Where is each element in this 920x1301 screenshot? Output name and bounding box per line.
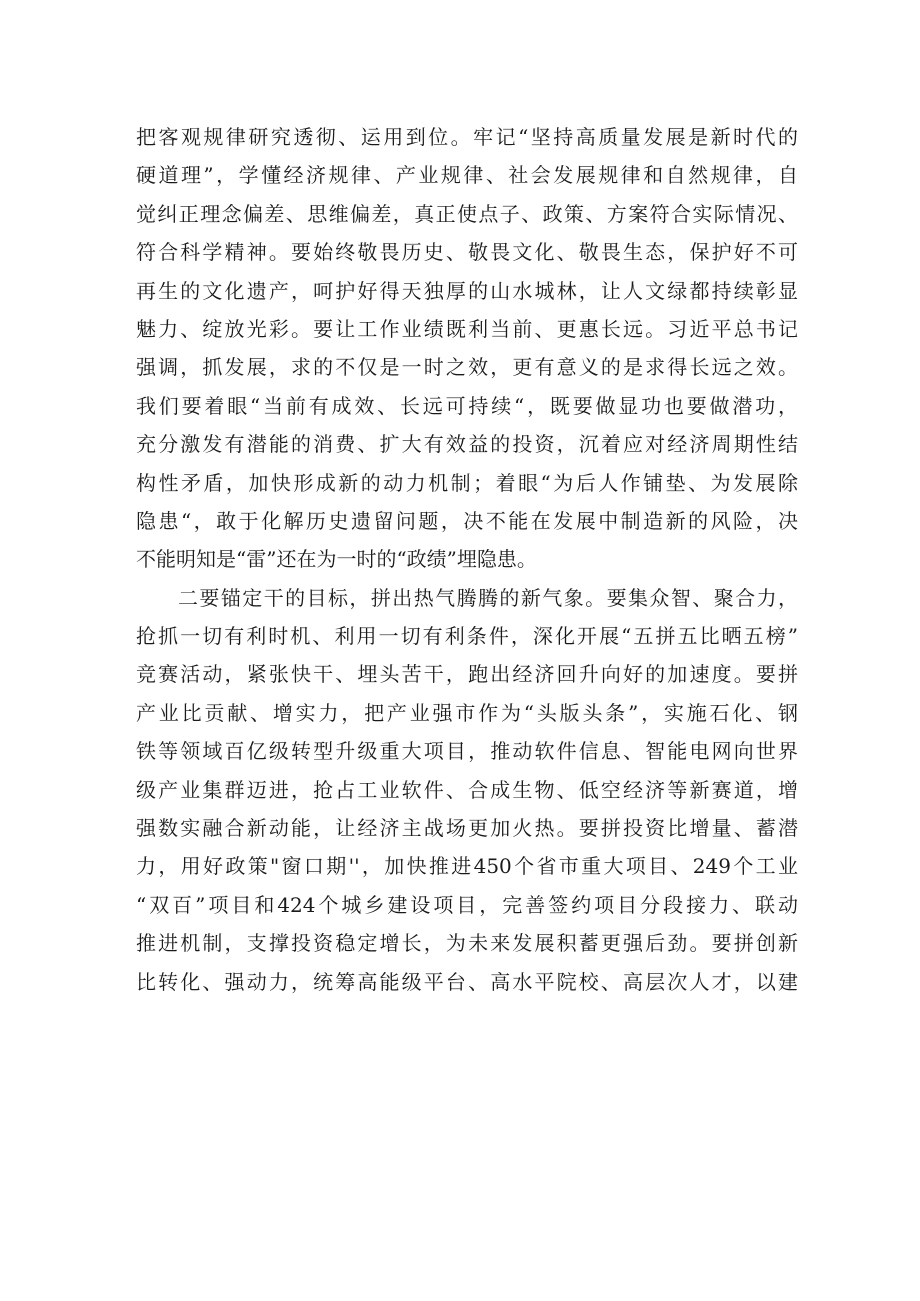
text-line: 强数实融合新动能，让经济主战场更加火热。要拼投资比增量、蓄潜 (136, 816, 798, 841)
body-text (136, 118, 798, 1001)
text-line: 竞赛活动，紧张快干、埋头苦干，跑出经济回升向好的加速度。要拼 (136, 662, 798, 687)
text-line: 充分激发有潜能的消费、扩大有效益的投资，沉着应对经济周期性结 (136, 432, 798, 457)
text-line: 产业比贡献、增实力，把产业强市作为“头版头条”，实施石化、钢 (136, 700, 798, 725)
text-line: 觉纠正理念偏差、思维偏差，真正使点子、政策、方案符合实际情况、 (136, 201, 798, 226)
text-line: 力，用好政策"窗口期''，加快推进450个省市重大项目、249个工业 (136, 854, 798, 879)
text-line: 比转化、强动力，统筹高能级平台、高水平院校、高层次人才，以建 (136, 969, 798, 994)
text-line: 抢抓一切有利时机、利用一切有利条件，深化开展“五拼五比晒五榜” (136, 624, 798, 649)
text-line: 强调，抓发展，求的不仅是一时之效，更有意义的是求得长远之效。 (136, 355, 798, 380)
text-line: 二要锚定干的目标，拼出热气腾腾的新气象。要集众智、聚合力， (178, 585, 798, 610)
text-line: “双百”项目和424个城乡建设项目，完善签约项目分段接力、联动 (136, 892, 798, 917)
text-line: 魅力、绽放光彩。要让工作业绩既利当前、更惠长远。习近平总书记 (136, 316, 798, 341)
text-line: 构性矛盾，加快形成新的动力机制；着眼“为后人作铺垫、为发展除 (136, 470, 798, 495)
text-line: 把客观规律研究透彻、运用到位。牢记“坚持高质量发展是新时代的 (136, 125, 798, 149)
text-line: 不能明知是“雷”还在为一时的“政绩”埋隐患。 (136, 547, 537, 572)
text-line: 推进机制，支撑投资稳定增长，为未来发展积蓄更强后劲。要拼创新 (136, 931, 798, 956)
text-line: 级产业集群迈进，抢占工业软件、合成生物、低空经济等新赛道，增 (136, 777, 798, 802)
text-line: 再生的文化遗产，呵护好得天独厚的山水城林，让人文绿都持续彰显 (136, 278, 798, 303)
text-line: 铁等领域百亿级转型升级重大项目，推动软件信息、智能电网向世界 (136, 739, 798, 764)
text-line: 硬道理”，学懂经济规律、产业规律、社会发展规律和自然规律，自 (136, 163, 798, 188)
text-line: 隐患“，敢于化解历史遗留问题，决不能在发展中制造新的风险，决 (136, 508, 798, 533)
text-line: 符合科学精神。要始终敬畏历史、敬畏文化、敬畏生态，保护好不可 (136, 240, 798, 265)
text-line: 我们要着眼“当前有成效、长远可持续“，既要做显功也要做潜功， (136, 393, 798, 418)
